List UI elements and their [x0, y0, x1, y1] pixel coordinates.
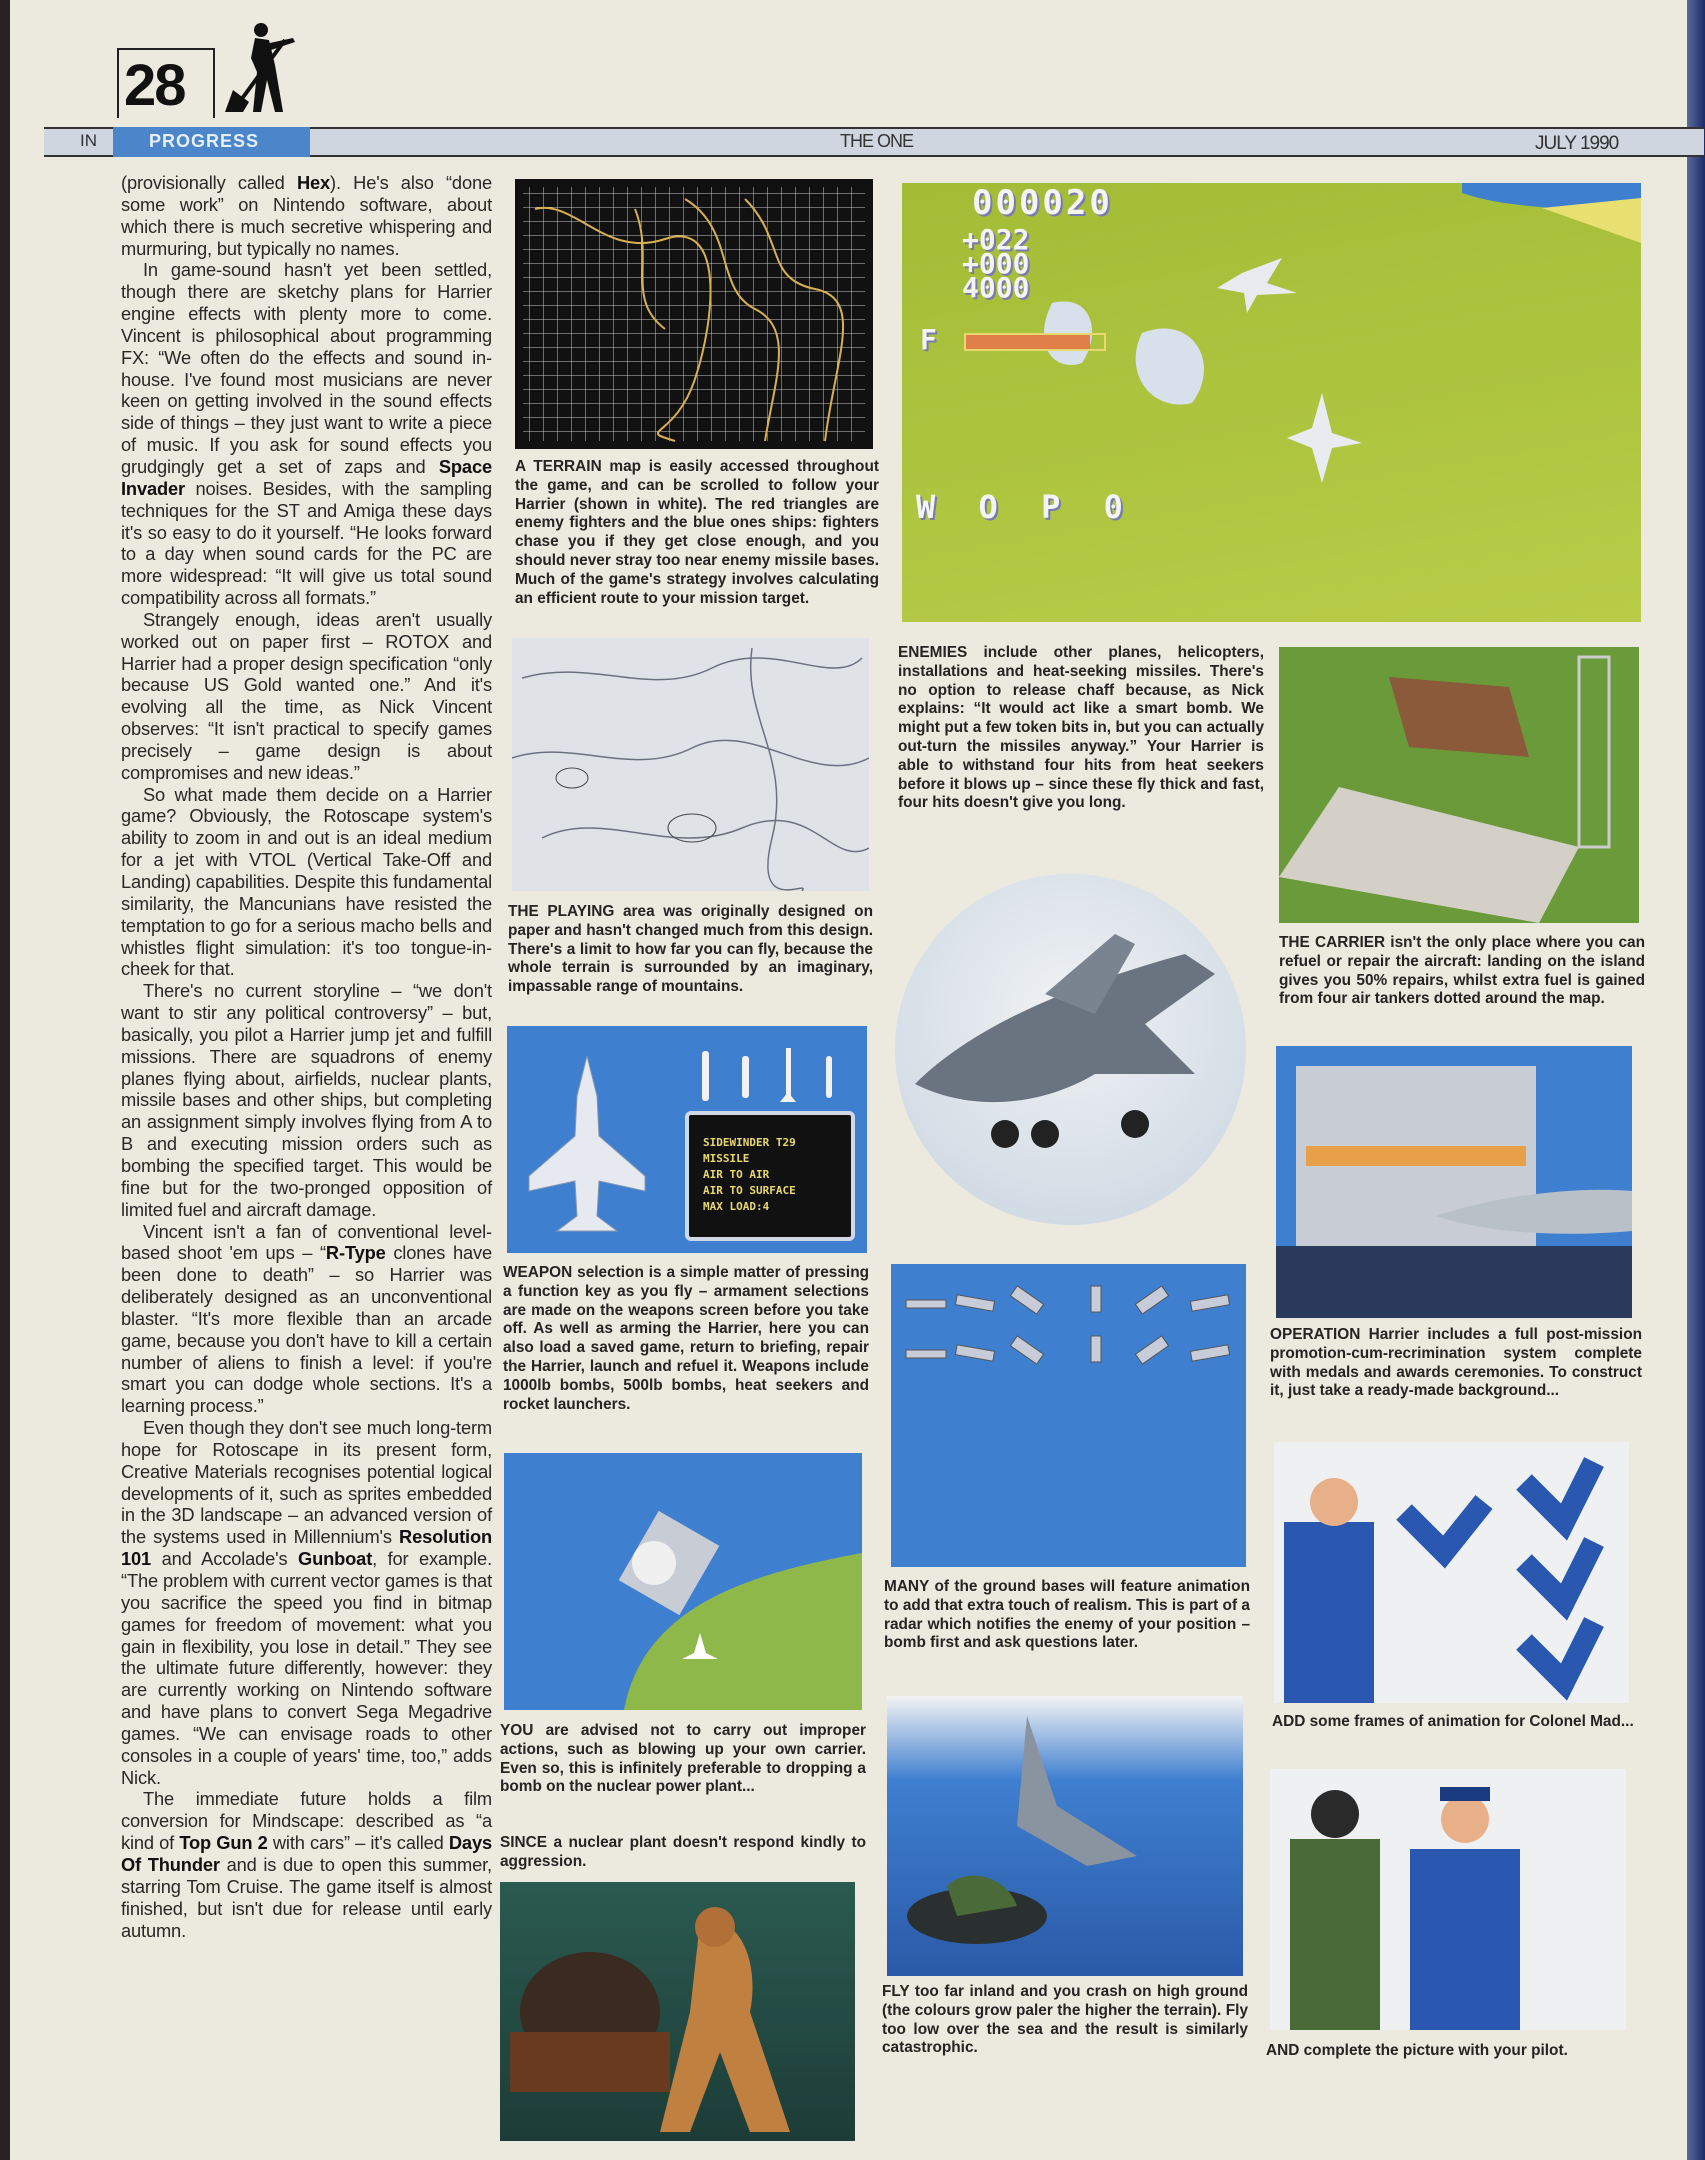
caption-weapon: WEAPON selection is a simple matter of pressing a function key as you fly – armament selections are made on the weapons screen before you take off. As well as arming the Harrier, here you can also load a saved game, return to briefing, repair the Harrier, launch and refuel it. Weapons include 1000lb bombs, 500lb bombs, heat seekers and rocket launchers. — [503, 1264, 869, 1413]
pilot-officer-art — [1270, 1769, 1626, 2030]
radar-animation-frames — [891, 1264, 1246, 1567]
title-emphasis: Hex — [296, 172, 331, 193]
harrier-jet-illustration — [895, 874, 1246, 1225]
weapon-info-terminal — [685, 1111, 855, 1241]
title-emphasis: Space Invader — [121, 455, 492, 499]
weapons-status-row: W O P 0 — [916, 488, 1135, 526]
text-run: Even though they don't see much long-term hope for Rotoscape in its present form, Creative Materials recognises potential logical developments of it, such as sprites embedded in the 3D landscape – an advanced version of the systems used in Millennium's — [121, 1417, 492, 1548]
article-paragraph — [121, 1788, 492, 1941]
magazine-title: THE ONE — [840, 131, 914, 151]
colonel-animation-frames — [1274, 1442, 1629, 1703]
weapon-name: SIDEWINDER T29 MISSILE — [703, 1136, 796, 1165]
carrier-tower-jet-art — [1276, 1046, 1632, 1318]
island-base-scene — [1279, 647, 1639, 923]
altitude-speed-readouts — [962, 223, 1030, 304]
terrain-map-screenshot — [515, 179, 873, 449]
text-run: In game-sound hasn't yet been settled, though there are sketchy plans for Harrier engine effects with plenty more to come. Vincent is philosophical about programming FX: “We often do the effects and sound in-house. I've found most musicians are never keen on getting involved in the sound effects side of things – they just want to write a piece of music. If you ask for sound effects you grudgingly get a set of zaps and — [121, 259, 492, 477]
text-run: ). He's also “done some work” on Nintendo software, about which there is much secretive whispering and murmuring, but typically no names. — [121, 172, 493, 259]
crashed-jet-pilot-art — [887, 1696, 1243, 1976]
nuclear-plant-artwork — [500, 1882, 855, 2141]
text-run: and is due to open this summer, starring Tom Cruise. The game itself is almost finished, but isn't due for release until early autumn. — [121, 1853, 492, 1941]
article-body — [121, 172, 492, 1941]
harrier-jet-photo — [895, 874, 1246, 1225]
caption-pilot: AND complete the picture with your pilot. — [1266, 2042, 1568, 2059]
article-paragraph — [121, 1221, 492, 1418]
paper-design-map-image — [512, 638, 869, 891]
caption-fly: FLY too far inland and you crash on high ground (the colours grow paler the higher the terrain). Fly too low over the sea and the result is similarly catastrophic. — [882, 1983, 1248, 2057]
caption-operation: OPERATION Harrier includes a full post-mission promotion-cum-recrimination system complete with medals and awards ceremonies. To construct it, just take a ready-made background... — [1270, 1326, 1642, 1400]
hud-readout: +000 — [962, 247, 1030, 280]
caption-playing-area: THE PLAYING area was originally designed on paper and hasn't changed much from this design. There's a limit to how far you can fly, because the whole terrain is surrounded by an imaginary, impassable range of mountains. — [508, 903, 873, 996]
text-run: (provisionally called — [121, 172, 297, 193]
harrier-topdown-sprite — [527, 1056, 647, 1236]
title-emphasis: Gunboat — [298, 1548, 373, 1570]
missile-icons — [692, 1046, 852, 1106]
flight-gameplay-screenshot — [902, 183, 1641, 622]
weapon-info-line: AIR TO SURFACE — [703, 1184, 796, 1197]
caption-terrain: A TERRAIN map is easily accessed throughout the game, and can be scrolled to follow your Harrier (shown in white). The red triangles are enemy fighters and the blue ones ships: fighters chase you if they get close enough, and you should never stray too near enemy missile bases. Much of the game's strategy involves calculating an efficient route to your mission target. — [515, 458, 879, 607]
text-run: There's no current storyline – “we don't want to stir any political controversy” – but, basically, you pilot a Harrier jump jet and fulfill missions. There are squadrons of enemy planes flying about, airfields, nuclear plants, missile bases and other ships, but completing an assignment simply involves flying from A to B and executing mission orders such as bombing the specified target. This would be fine but for the two-pronged opposition of limited fuel and aircraft damage. — [121, 980, 492, 1220]
carrier-island-screenshot — [1279, 647, 1639, 923]
issue-date: JULY 1990 — [1535, 133, 1619, 154]
text-run: The immediate future holds a film conversion for Mindscape: described as “a kind of — [121, 1788, 492, 1854]
page-edge-binding — [1687, 0, 1705, 2160]
article-paragraph — [121, 609, 492, 784]
article-paragraph — [121, 259, 492, 609]
text-run: Strangely enough, ideas aren't usually worked out on paper first – ROTOX and Harrier had a proper design specification “only because US Gold wanted one.” And it's evolving all the time, as Nick Vincent observes: “It isn't practical to specify games precisely – game design is about compromises and new ideas.” — [121, 608, 492, 783]
caption-many: MANY of the ground bases will feature animation to add that extra touch of realism. This is part of a radar which notifies the enemy of your position – bomb first and ask questions later. — [884, 1578, 1250, 1652]
article-paragraph — [121, 1417, 492, 1788]
title-emphasis: Resolution 101 — [121, 1526, 492, 1570]
weapon-info-line: AIR TO AIR — [703, 1168, 770, 1181]
coastline-carrier-view — [504, 1453, 862, 1710]
weapon-info-line: MAX LOAD:4 — [703, 1200, 770, 1213]
article-paragraph — [121, 980, 492, 1220]
article-paragraph — [121, 784, 492, 981]
colonel-arm-sprites — [1274, 1442, 1629, 1703]
text-run: with cars” – it's called — [267, 1832, 449, 1854]
hud-readout: +022 — [962, 223, 1030, 256]
hud-readout: 4000 — [962, 271, 1030, 304]
pilot-and-officer-sprites — [1270, 1769, 1626, 2030]
nuclear-plant-figure-art — [500, 1882, 855, 2141]
text-run: Vincent isn't a fan of conventional level-based shoot 'em ups – “ — [121, 1220, 492, 1264]
radar-dish-frames — [891, 1264, 1246, 1567]
title-emphasis: R-Type — [325, 1242, 386, 1264]
title-emphasis: Days Of Thunder — [121, 1832, 492, 1875]
fuel-gauge — [964, 333, 1106, 351]
hand-drawn-map-sketch — [512, 638, 869, 891]
sea-crash-artwork — [887, 1696, 1243, 1976]
worker-shovel-logo-icon — [205, 20, 305, 120]
terrain-map-grid — [515, 179, 873, 449]
section-prefix: IN — [80, 131, 97, 150]
text-run: noises. Besides, with the sampling techniques for the ST and Amiga these days it's so easy to do it yourself. “He looks forward to a day when sound cards for the PC are more widespread: “It will give us total sound compatibility across all formats.” — [121, 477, 492, 609]
text-run: So what made them decide on a Harrier game? Obviously, the Rotoscape system's ability to zoom in and out is an ideal medium for a jet with VTOL (Vertical Take-Off and Landing) capabilities. Despite this fundamental similarity, the Mancunians have resisted the temptation to go for a serious macho bells and whistles flight simulation: it's too tongue-in-cheek for that. — [121, 783, 492, 980]
page-number: 28 — [124, 53, 185, 118]
score-readout: 000020 — [972, 183, 1113, 223]
title-emphasis: Top Gun 2 — [179, 1832, 268, 1854]
caption-since: SINCE a nuclear plant doesn't respond kindly to aggression. — [500, 1834, 866, 1870]
carrier-deck-background — [1276, 1046, 1632, 1318]
page-edge-shadow — [0, 0, 10, 2160]
caption-carrier: THE CARRIER isn't the only place where you can refuel or repair the aircraft: landing on the island gives you 50% repairs, whilst extra fuel is gained from four air tankers dotted around the map. — [1279, 934, 1645, 1008]
section-label: PROGRESS — [113, 127, 310, 157]
text-run: clones have been done to death” – so Harrier was deliberately designed as an unconventional blaster. “It's more flexible than an arcade game, because you don't have to kill a certain number of aliens to finish a level: if you're smart you can dodge whole sections. It's a learning process.” — [121, 1242, 492, 1417]
caption-advised: YOU are advised not to carry out improper actions, such as blowing up your own carrier. Even so, this is infinitely preferable to dropping a bomb on the nuclear power plant... — [500, 1722, 866, 1796]
caption-enemies: ENEMIES include other planes, helicopters, installations and heat-seeking missiles. There's no option to release chaff because, as Nick explains: “It would act like a smart bomb. We might put a few token bits in, but you can actually out-turn the missiles anyway.” Your Harrier is able to withstand four hits from heat seekers before it blows up – since these fly thick and fast, four hits doesn't give you long. — [898, 644, 1264, 812]
article-paragraph — [121, 172, 492, 259]
fuel-gauge-fill — [966, 335, 1090, 349]
carrier-radar-screenshot — [504, 1453, 862, 1710]
text-run: , for example. “The problem with current vector games is that you sacrifice the speed you find in bitmap games for freedom of movement: what you gain in flexibility, you lose in detail.” They see the ultimate future differently, however: they are currently working on Nintendo software and have plans to convert Sega Megadrive games. “We can envisage roads to other consoles in a couple of years' time, too,” adds Nick. — [121, 1548, 492, 1788]
fuel-label: F — [920, 323, 937, 356]
weapon-selection-screenshot — [507, 1026, 867, 1253]
caption-colonel: ADD some frames of animation for Colonel Mad... — [1272, 1713, 1634, 1730]
text-run: and Accolade's — [151, 1548, 299, 1570]
